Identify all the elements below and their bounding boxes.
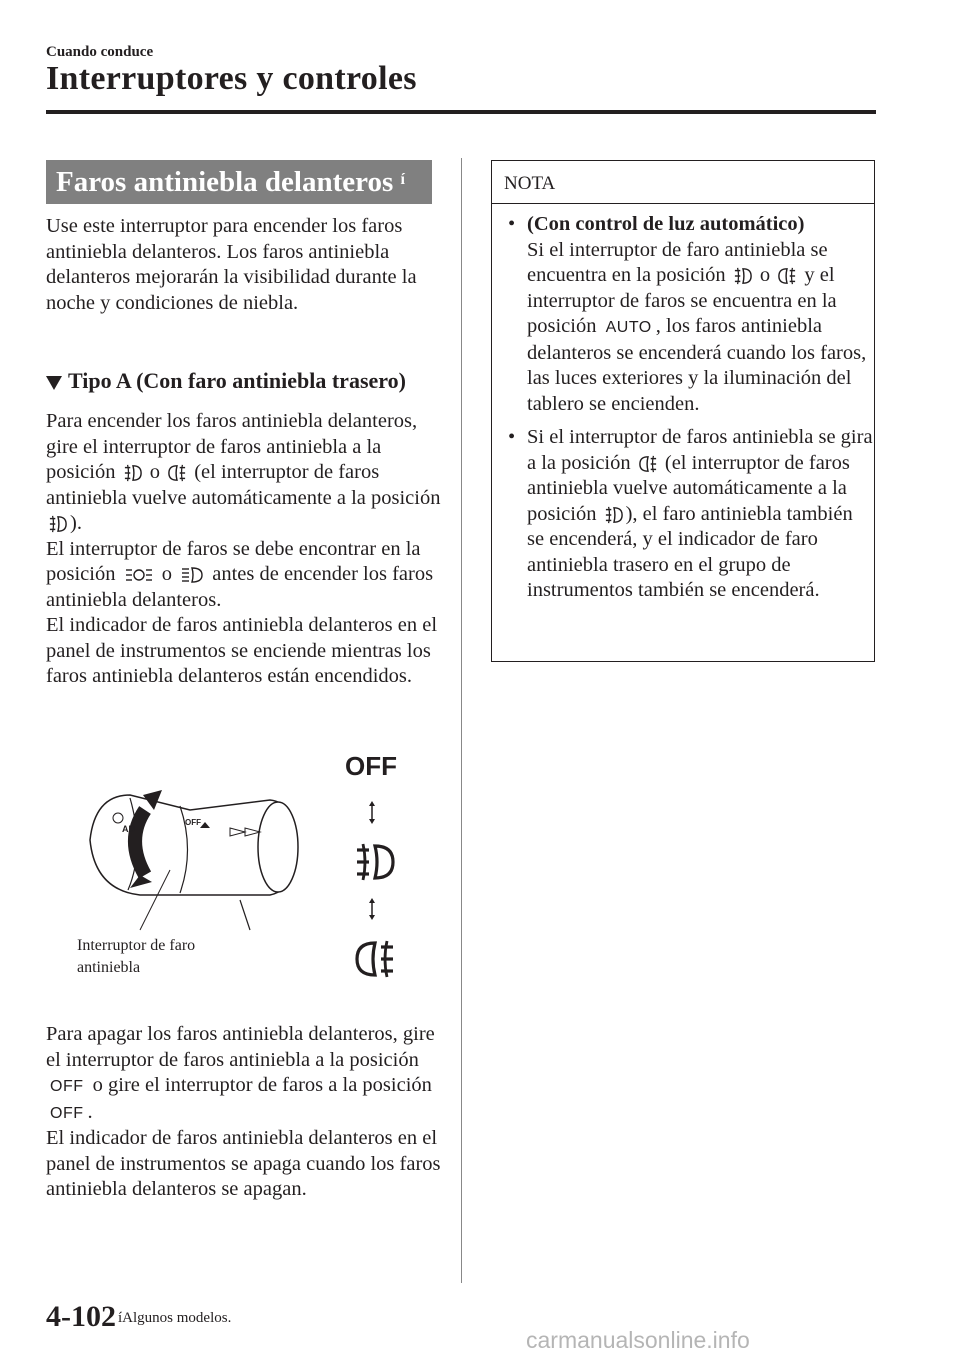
intro-text: Use este interruptor para encender los faros antiniebla delanteros. Los faros antiniebla delanteros mejorarán la visibilidad durante la noche y condiciones de niebla. [46,215,417,314]
up-down-arrow-icon [369,801,375,824]
stalk-off-label: OFF [185,818,201,827]
front-fog-icon [124,463,142,483]
turn-off-paragraph: Para apagar los faros antiniebla delanteros, gire el interruptor de faros antiniebla a la posición OFF o gire el interruptor de faros a la posición OFF . El indicador de faros antiniebla delanteros en el panel de instrumentos se apaga cuando los faros antiniebla delanteros se apagan. [46,1022,446,1203]
watermark: carmanualsonline.info [526,1327,750,1353]
rear-fog-icon [357,941,393,977]
paragraph-indicator-off: El indicador de faros antiniebla delanteros en el panel de instrumentos se apaga cuando los faros antiniebla delanteros se apagan. [46,1127,441,1200]
star-marker: í [118,1310,123,1326]
stalk-drawing [90,790,298,930]
banner-title: Faros antiniebla delanteros [56,166,394,198]
front-fog-icon [49,514,67,534]
page-number: 4-102 [46,1300,116,1333]
section-banner [46,160,432,204]
type-a-body [46,409,446,690]
section-label: Cuando conduce [46,44,154,60]
stalk-auto-label: AU [122,824,135,834]
subheading-text: Tipo A (Con faro antiniebla trasero) [68,368,406,393]
rear-fog-icon [778,266,796,286]
off-symbol: OFF [50,1078,84,1095]
page-title: Interruptores y controles [46,60,417,97]
front-fog-icon [357,844,393,880]
triangle-bullet-icon [46,376,62,390]
note-item-rear: • Si el interruptor de faros antiniebla se gira a la posición (el interruptor de faros antiniebla vuelve automáticamente a la posición ), el faro antiniebla también se encenderá, y el indicador de faro antiniebla trasero en el grupo de instrumentos también se encenderá. [508,426,873,601]
headlight-icon [180,566,204,584]
paragraph-turn-on: Para encender los faros antiniebla delanteros, gire el interruptor de faros antiniebla a la posición o (el interruptor de faros antiniebla vuelve automáticamente a la posición ). [46,410,441,534]
off-position-label: OFF [345,751,397,781]
paragraph-headlight-position: El interruptor de faros se debe encontrar en la posición o antes de encender los faros antiniebla delanteros. [46,537,434,611]
front-fog-icon [605,505,623,525]
header-rule [46,110,876,114]
rear-fog-icon [168,463,186,483]
subheading-type-a [46,368,406,394]
star-marker: í [400,171,405,188]
off-symbol: OFF [50,1104,84,1122]
up-down-arrow-icon [369,898,375,920]
rear-fog-icon [639,454,657,474]
paragraph-indicator: El indicador de faros antiniebla delanteros en el panel de instrumentos se enciende mientras los faros antiniebla delanteros están encendidos. [46,614,438,687]
footer-note: íAlgunos modelos. [118,1310,232,1326]
figure-caption: Interruptor de faro antiniebla [77,937,196,976]
note-header: NOTA [492,161,874,204]
note-box [491,160,875,662]
front-fog-icon [734,266,752,286]
bullet: • [508,213,516,235]
parking-light-icon [124,566,154,584]
intro-paragraph [46,214,446,316]
auto-symbol: AUTO [605,319,652,336]
note-item-auto: • (Con control de luz automático) Si el interruptor de faro antiniebla se encuentra en la posición o y el interruptor de faros se encuentra en la posición AUTO , los faros antiniebla delanteros se encenderá cuando los faros, las luces exteriores y la iluminación del tablero se encienden. [508,213,867,415]
column-divider [461,158,462,1283]
bullet: • [508,426,516,448]
